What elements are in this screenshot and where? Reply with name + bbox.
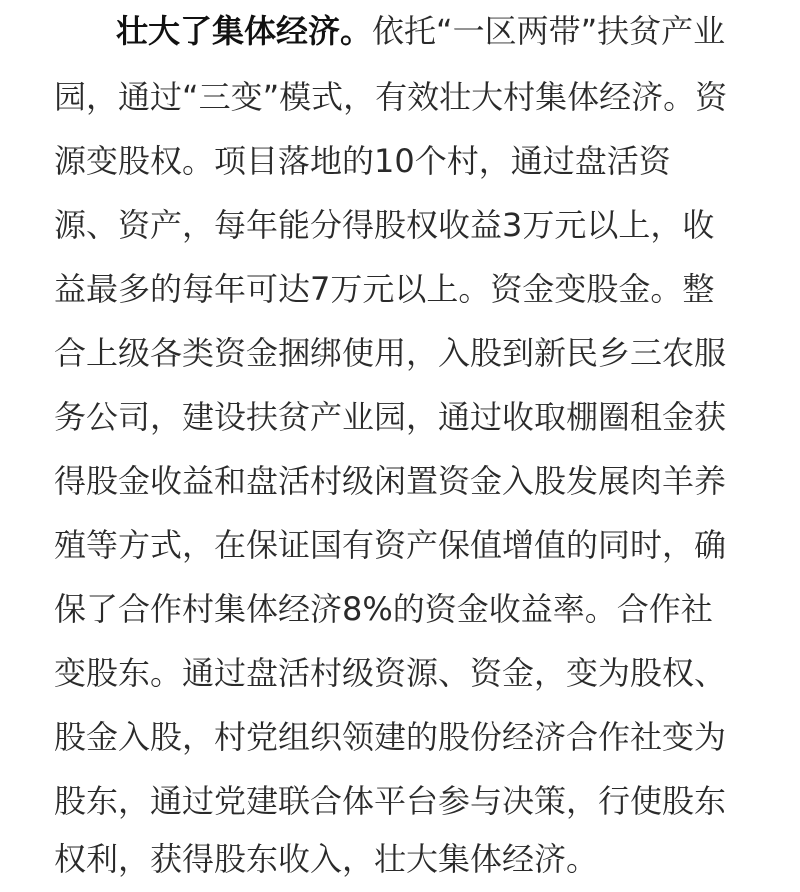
paragraph-line-2: 园，通过“三变”模式，有效壮大村集体经济。资 (54, 78, 728, 116)
paragraph-line-6: 合上级各类资金捆绑使用，入股到新民乡三农服 (54, 334, 727, 372)
paragraph-line-5: 益最多的每年可达7万元以上。资金变股金。整 (54, 270, 715, 308)
paragraph-line-1 (54, 4, 754, 58)
paragraph-line-14: 权利，获得股东收入，壮大集体经济。 (54, 840, 599, 878)
paragraph-line-3: 源变股权。项目落地的10个村，通过盘活资 (54, 142, 671, 180)
paragraph-line-4: 源、资产，每年能分得股权收益3万元以上，收 (54, 206, 715, 244)
paragraph-line-11: 变股东。通过盘活村级资源、资金，变为股权、 (54, 654, 727, 692)
paragraph-line-10: 保了合作村集体经济8%的资金收益率。合作社 (54, 590, 713, 628)
paragraph-line-8: 得股金收益和盘活村级闲置资金入股发展肉羊养 (54, 462, 727, 500)
paragraph-line-7: 务公司，建设扶贫产业园，通过收取棚圈租金获 (54, 398, 727, 436)
paragraph-line-9: 殖等方式，在保证国有资产保值增值的同时，确 (54, 526, 727, 564)
paragraph-line-12: 股金入股，村党组织领建的股份经济合作社变为 (54, 718, 727, 756)
paragraph-text: 依托“一区两带”扶贫产业 (372, 12, 726, 50)
paragraph-line-13: 股东，通过党建联合体平台参与决策，行使股东 (54, 782, 727, 820)
paragraph-heading: 壮大了集体经济。 (116, 12, 373, 50)
